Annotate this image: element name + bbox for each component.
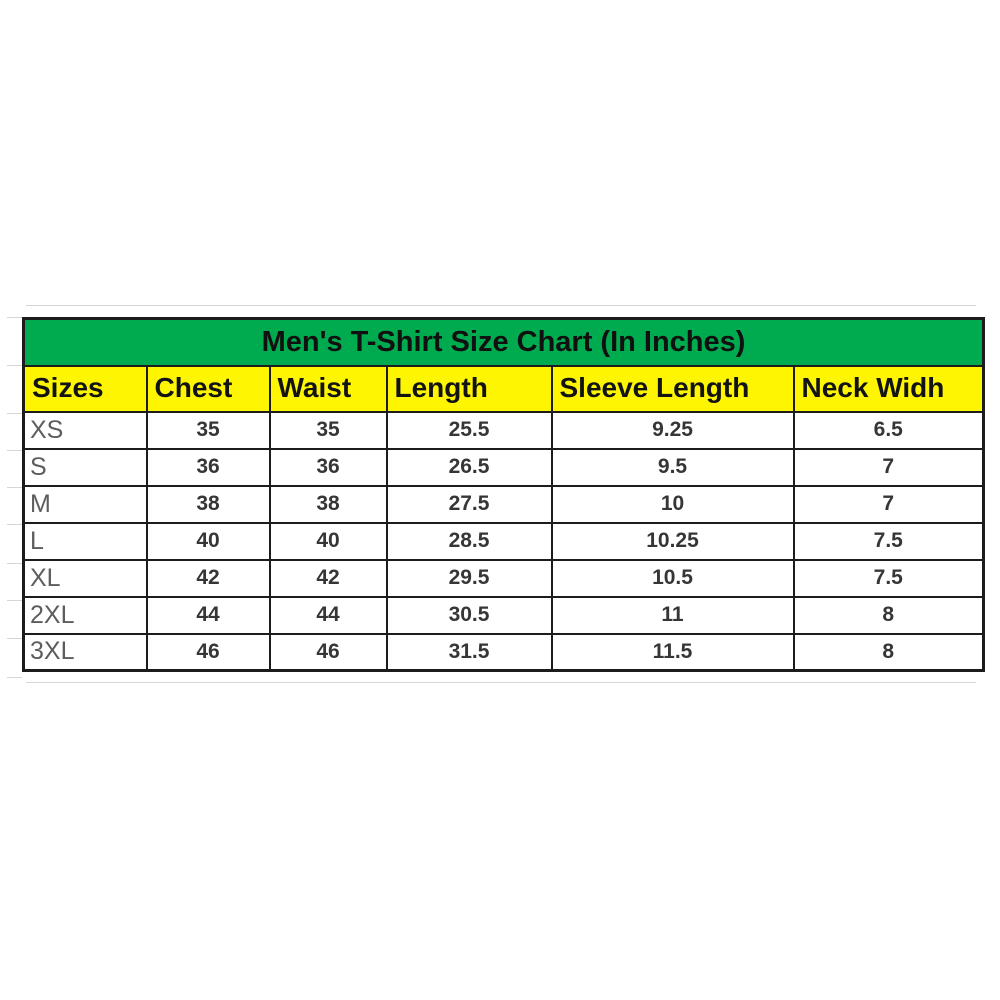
column-header-sizes: Sizes [24, 366, 147, 412]
value-cell: 10.25 [552, 523, 794, 560]
value-cell: 38 [270, 486, 387, 523]
value-cell: 8 [794, 597, 984, 634]
value-cell: 31.5 [387, 634, 552, 671]
size-cell: M [24, 486, 147, 523]
value-cell: 40 [270, 523, 387, 560]
column-header-waist: Waist [270, 366, 387, 412]
value-cell: 28.5 [387, 523, 552, 560]
header-row [24, 366, 984, 412]
size-cell: 2XL [24, 597, 147, 634]
value-cell: 10 [552, 486, 794, 523]
value-cell: 10.5 [552, 560, 794, 597]
size-cell: S [24, 449, 147, 486]
value-cell: 8 [794, 634, 984, 671]
value-cell: 7 [794, 486, 984, 523]
table-title: Men's T-Shirt Size Chart (In Inches) [24, 319, 984, 366]
title-row [24, 319, 984, 366]
size-cell: XS [24, 412, 147, 449]
gridline-artifact-bottom [26, 682, 976, 683]
value-cell: 44 [270, 597, 387, 634]
value-cell: 7.5 [794, 560, 984, 597]
column-header-length: Length [387, 366, 552, 412]
size-chart-table [22, 317, 985, 672]
value-cell: 35 [270, 412, 387, 449]
value-cell: 26.5 [387, 449, 552, 486]
column-header-chest: Chest [147, 366, 270, 412]
table-row [24, 486, 984, 523]
column-header-neck-width: Neck Widh [794, 366, 984, 412]
value-cell: 29.5 [387, 560, 552, 597]
gridline-artifact-top [26, 305, 976, 306]
value-cell: 42 [147, 560, 270, 597]
value-cell: 6.5 [794, 412, 984, 449]
value-cell: 9.5 [552, 449, 794, 486]
value-cell: 27.5 [387, 486, 552, 523]
value-cell: 42 [270, 560, 387, 597]
table-row [24, 412, 984, 449]
value-cell: 38 [147, 486, 270, 523]
value-cell: 46 [270, 634, 387, 671]
value-cell: 46 [147, 634, 270, 671]
table-row [24, 560, 984, 597]
value-cell: 30.5 [387, 597, 552, 634]
value-cell: 36 [147, 449, 270, 486]
value-cell: 9.25 [552, 412, 794, 449]
size-cell: 3XL [24, 634, 147, 671]
value-cell: 11.5 [552, 634, 794, 671]
size-cell: XL [24, 560, 147, 597]
value-cell: 44 [147, 597, 270, 634]
value-cell: 7.5 [794, 523, 984, 560]
table-row [24, 449, 984, 486]
table-row [24, 634, 984, 671]
table-body [24, 412, 984, 671]
value-cell: 7 [794, 449, 984, 486]
table-row [24, 523, 984, 560]
column-header-sleeve-length: Sleeve Length [552, 366, 794, 412]
value-cell: 25.5 [387, 412, 552, 449]
table-row [24, 597, 984, 634]
value-cell: 35 [147, 412, 270, 449]
value-cell: 40 [147, 523, 270, 560]
size-cell: L [24, 523, 147, 560]
value-cell: 36 [270, 449, 387, 486]
value-cell: 11 [552, 597, 794, 634]
